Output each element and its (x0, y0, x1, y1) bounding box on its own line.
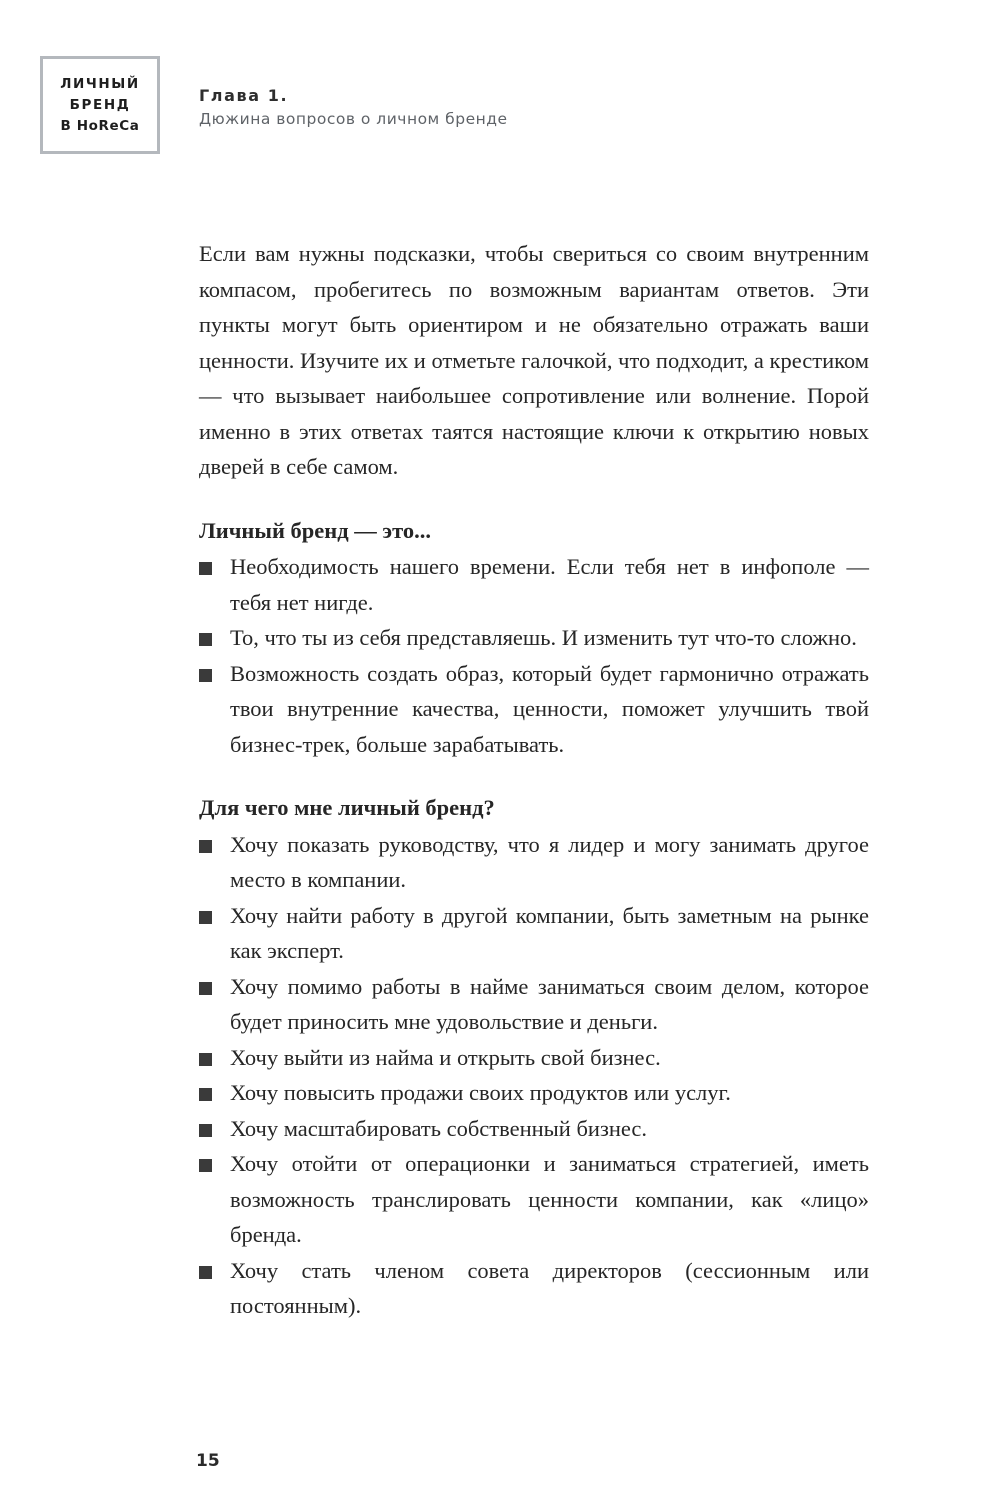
square-bullet-icon (199, 1088, 212, 1101)
logo-line-2: БРЕНД (69, 96, 131, 113)
list-item-text: Возможность создать образ, который будет гармонично отражать твои внутренние качества, ценности, поможет улучшить твой бизнес-трек, больше зарабатывать. (230, 660, 869, 757)
logo-line-3: В HoReCa (60, 117, 140, 134)
square-bullet-icon (199, 1159, 212, 1172)
square-bullet-icon (199, 633, 212, 646)
list-item (199, 549, 869, 620)
square-bullet-icon (199, 1124, 212, 1137)
bullet-list (199, 827, 869, 1324)
list-item-text: Хочу выйти из найма и открыть свой бизнес. (230, 1044, 661, 1070)
chapter-label: Глава 1. (199, 86, 289, 105)
running-header (199, 86, 508, 129)
list-item-text: Хочу найти работу в другой компании, быть заметным на рынке как эксперт. (230, 902, 869, 963)
bullet-list (199, 549, 869, 762)
list-item (199, 1111, 869, 1147)
section-title: Для чего мне личный бренд? (199, 795, 495, 820)
list-item (199, 656, 869, 763)
square-bullet-icon (199, 1266, 212, 1279)
list-item (199, 898, 869, 969)
book-logo (40, 56, 160, 154)
page-body (199, 236, 869, 1324)
section-what-is-brand (199, 513, 869, 763)
list-item-text: Хочу повысить продажи своих продуктов или услуг. (230, 1080, 731, 1105)
chapter-title: Дюжина вопросов о личном бренде (199, 110, 508, 128)
list-item-text: Хочу отойти от операционки и заниматься стратегией, иметь возможность транслировать ценности компании, как «лицо» бренда. (230, 1151, 869, 1247)
square-bullet-icon (199, 562, 212, 575)
square-bullet-icon (199, 911, 212, 924)
section-title: Личный бренд — это... (199, 517, 431, 543)
list-item (199, 620, 869, 656)
page-number: 15 (196, 1451, 220, 1471)
list-item-text: Хочу масштабировать собственный бизнес. (230, 1115, 648, 1141)
list-item (199, 1040, 869, 1076)
list-item-text: Хочу стать членом совета директоров (сессионным или постоянным). (230, 1257, 869, 1318)
list-item-text: Необходимость нашего времени. Если тебя нет в инфополе — тебя нет нигде. (230, 554, 869, 615)
list-item-text: Хочу помимо работы в найме заниматься своим делом, которое будет приносить мне удовольствие и деньги. (230, 973, 869, 1034)
logo-line-1: ЛИЧНЫЙ (60, 75, 140, 92)
list-item-text: Хочу показать руководству, что я лидер и могу занимать другое место в компании. (230, 831, 869, 892)
section-why-brand (199, 790, 869, 1324)
list-item (199, 1253, 869, 1324)
list-item (199, 969, 869, 1040)
square-bullet-icon (199, 669, 212, 682)
square-bullet-icon (199, 982, 212, 995)
square-bullet-icon (199, 1053, 212, 1066)
square-bullet-icon (199, 840, 212, 853)
list-item-text: То, что ты из себя представляешь. И изменить тут что-то сложно. (230, 625, 857, 650)
list-item (199, 1075, 869, 1111)
list-item (199, 1146, 869, 1253)
intro-paragraph: Если вам нужны подсказки, чтобы свериться со своим внутренним компасом, пробегитесь по возможным вариантам ответов. Эти пункты могут быть ориентиром и не обязательно отражать ваши ценности. Изучите их и отметьте галочкой, что подходит, а крестиком — что вызывает наибольшее сопротивление или волнение. Порой именно в этих ответах таятся настоящие ключи к открытию новых дверей в себе самом. (199, 241, 869, 479)
list-item (199, 827, 869, 898)
